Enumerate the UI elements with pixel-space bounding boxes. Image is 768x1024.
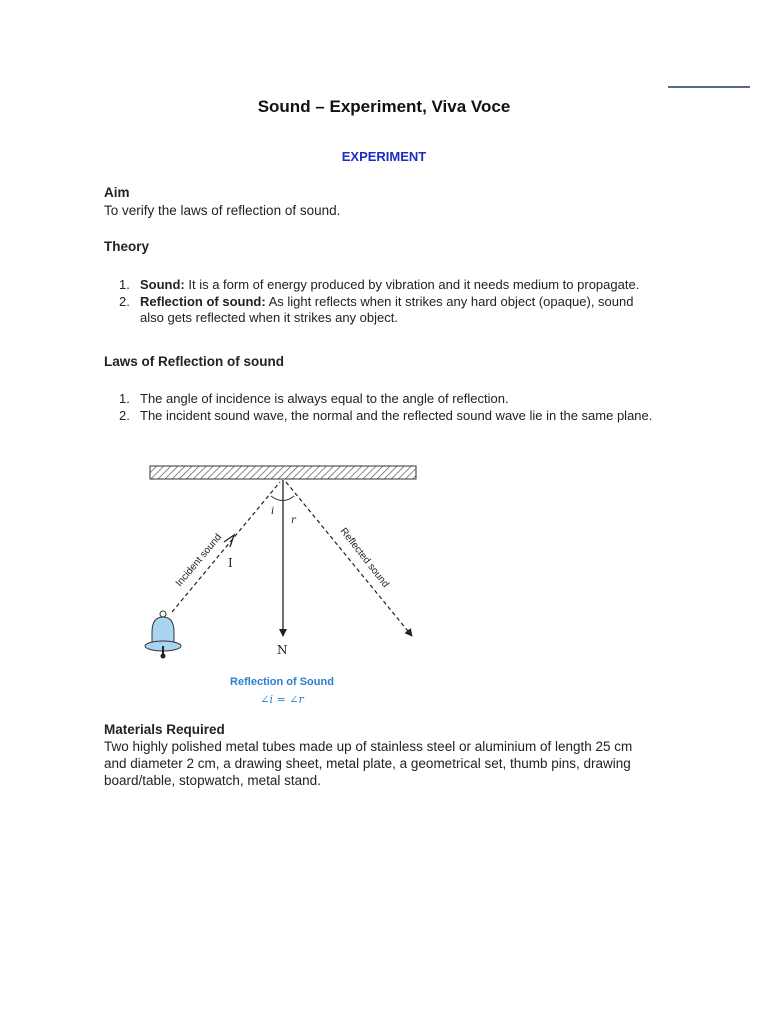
reflecting-surface [150,466,416,479]
bell-icon [145,611,181,659]
theory-text: As light reflects when it strikes any hard object (opaque), sound also gets reflected when it strikes any object. [140,294,634,325]
list-number: 1. [119,277,130,292]
section-tag: EXPERIMENT [341,149,427,164]
laws-heading: Laws of Reflection of sound [104,354,285,369]
incident-ray [172,482,280,612]
diagram-caption: Reflection of Sound [230,676,334,688]
theory-term: Sound: [140,277,185,292]
theory-term: Reflection of sound: [140,294,266,309]
theory-text: It is a form of energy produced by vibration and it needs medium to propagate. [184,277,640,292]
law-text: The angle of incidence is always equal to the angle of reflection. [140,391,509,406]
reflected-ray [286,482,412,636]
incident-sound-label: Incident sound [173,532,225,589]
diagram-equation: ∠i = ∠r [260,693,304,706]
materials-text: Two highly polished metal tubes made up of stainless steel or aluminium of length 25 cm and diameter 2 cm, a drawing sheet, metal plate, a geometrical set, thumb pins, drawing board/table, stopwatch, metal stand. [104,739,633,788]
list-number: 2. [119,408,130,423]
aim-heading: Aim [104,185,130,200]
list-number: 2. [119,294,130,309]
materials-heading: Materials Required [104,722,225,737]
angle-i-label: i [271,506,275,517]
incident-arrow [224,535,234,547]
aim-text: To verify the laws of reflection of sound. [104,203,341,218]
theory-heading: Theory [104,239,150,254]
list-number: 1. [119,391,130,406]
incident-marker: I [228,556,233,570]
normal-marker: N [277,643,288,657]
law-text: The incident sound wave, the normal and the reflected sound wave lie in the same plane. [140,408,653,423]
page-title: Sound – Experiment, Viva Voce [257,97,511,116]
reflected-sound-label: Reflected sound [337,526,391,590]
angle-r-label: r [291,515,296,526]
